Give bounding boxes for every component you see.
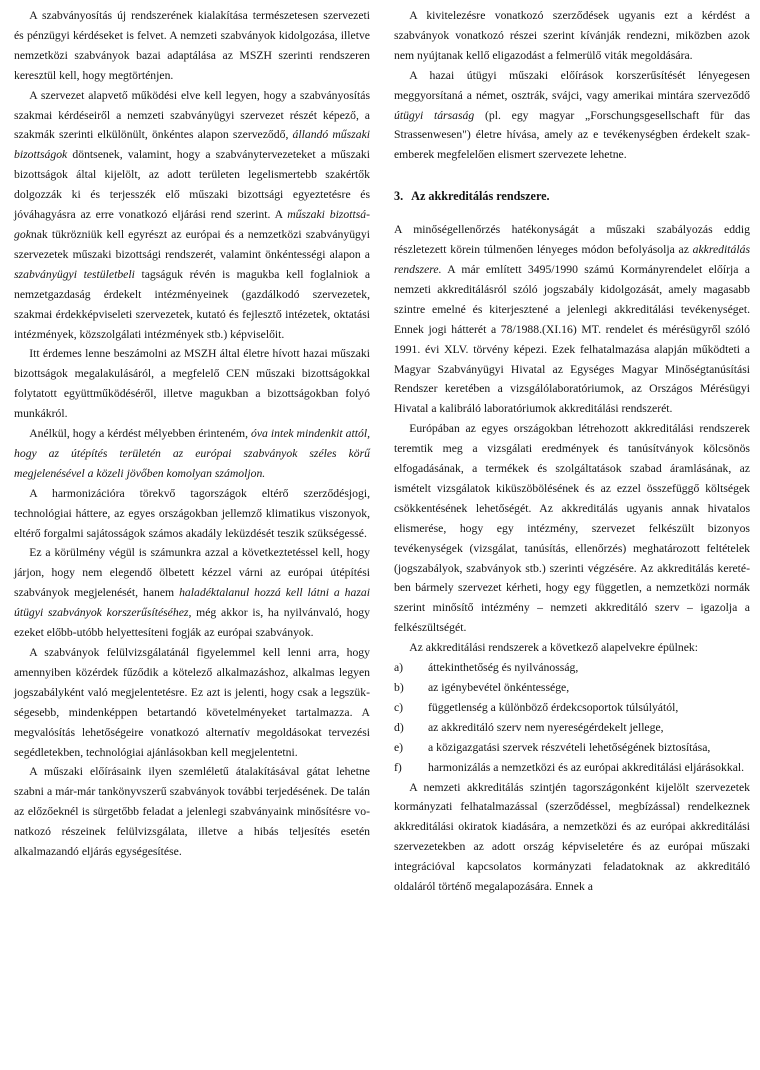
text-run: még akkor is, ha nyilvánvaló, hogy ezeket előbb-utóbb helyettesíteni fogják az európai szabványok. — [14, 606, 370, 640]
text-run: Anélkül, hogy a kérdést mélyebben érinteném, — [29, 427, 251, 441]
paragraph: Európában az egyes országokban létrehozott akkreditálási rendszerek teremtik meg a vizsgálati eredmények és tanúsítványok kölcsönös elfogadásának, a termékek és szolgáltatások szabad áramlásának, az ismételt vizsgálatok kiküszöbölésének és az ezzel összefüggő költségek csökkentésének lehetőségét. Az akkreditálás ugyanis annak hivatalos elismerése, hogy egy intézmény, szervezet felkészült bizonyos tevékenységek (vizsgálat, tanúsítás, ellenőrzés) meghatározott feltételek (jogszabályok, szabványok stb.) szerinti végzésére. Az akkreditálás keretében bármely szervezet kérheti, hogy egy független, a nemzetközi normák szerint minősítő intézmény – nemzeti akkreditáló szerv – igazolja a felkészültségét. — [394, 422, 750, 635]
paragraph: Az akkreditálási rendszerek a következő alapelvekre épülnek: — [409, 641, 699, 655]
list-text: az akkreditáló szerv nem nyereségérdekelt jellege, — [428, 720, 664, 734]
text-run: A már említett 3495/1990 számú Kormányrendelet előírja a nemzeti akkreditálásról szóló jogszabály kidolgozását, amely magasabb szintre emelné és kiterjesztené a jelenlegi akkreditálási tevékenységet. Ennek jogi hátterét a 78/1988.(XI.16) MT. rendelet és mérésügyről szóló 1991. évi XLV. törvény képezi. Ezek felhatalmazása alapján működteti a Magyar Szabványügyi Hivatal az Egységes Magyar Minőségtanúsítási Rendszer keretében a vizsgálólaboratóriumok, az Országos Mérésügyi Hivatal a kalibráló laboratóriumok akkreditálási rendszerét. — [394, 262, 750, 416]
list-item — [394, 718, 750, 738]
text-run: nak tükrözniük kell egyrészt az európai és a nemzetközi szabványügyi szervezetek műszaki bizottsági rendszerét, valamint önkéntességi alapon a — [14, 227, 370, 261]
text-run: A hazai útügyi műszaki előírások korszerűsítését lényegesen meggyorsítaná a német, osztrák, svájci, vagy amerikai mintára szerveződő — [394, 68, 750, 102]
left-column — [14, 6, 372, 1070]
text-run: A szervezet alapvető működési elve kell legyen, hogy a szabványosítás szakmai kérdéseiről a nemzeti szabványügyi szervezet részét képező, a szakmák szerinti elkülönült, önkéntes alapon szerveződő, — [14, 88, 370, 142]
text-run: (pl. egy magyar „Forschungsgesellschaft für das Strassenwesen") életre hívása, amely az e tevékenységben érdekelt szakemberek megfelelően elismert szervezete lehetne. — [394, 108, 750, 162]
italic-text: haladéktalanul hozzá kell látni a hazai útügyi szabványok korszerűsítéséhez, — [14, 586, 370, 620]
list-label: a) — [394, 661, 404, 675]
list-label: d) — [394, 720, 404, 734]
paragraph: A szabványosítás új rendszerének kialakítása természetesen szervezeti és pénzügyi kérdéseket is felvet. A nemzeti szabványok kidolgozása, illetve nemzetközi szabványok bazai adaptálása az MSZH szerinti rendszeren keresztül kell, hogy megtörténjen. — [14, 9, 370, 82]
italic-text: akkreditálás rendszere. — [394, 243, 750, 276]
italic-text: óva intek mindenkit attól, hogy az útépítés területén az európai szabványok széles körű megjelenésével a közeli jövőben komolyan számoljon. — [14, 427, 370, 480]
italic-text: műszaki bizottságok — [14, 208, 370, 241]
paragraph: A szabványok felülvizsgálatánál figyelemmel kell lenni arra, hogy amennyiben közérdek fűződik a kötelező alkalmazáshoz, alkalmas legyen jogszabályként való megjelentetésre. Ez azt is jelenti, hogy csak a legszükségesebb, mindenképpen betartandó követelményeket tartalmazza. A megvalósítás lehetőségeire vonatkozó alternatív megoldásokat tervezési segédletekben, technológiai ajánlásokban kell megjelentetni. — [14, 646, 370, 759]
paragraph: Itt érdemes lenne beszámolni az MSZH által életre hívott hazai műszaki bizottságok megalakulásáról, a megfelelő CEN műszaki bizottságokkal folytatott együttműködéséről, illetve magukban a bizottságokban folyó munkákról. — [14, 347, 370, 421]
paragraph: A műszaki előírásaink ilyen szemléletű átalakításával gátat lehetne szabni a már-már tankönyvszerű szabványok további terjedésének. De talán az előzőeknél is sürgetőbb feladat a jelenlegi szabványaink minősítésre vonatkozó részeinek felülvizsgálata, illetve a hibás teljesítés esetén alkalmazandó eljárás egységesítése. — [14, 765, 370, 859]
list-label: f) — [394, 760, 402, 774]
text-run: Ez a körülmény végül is számunkra azzal a következtetéssel kell, hogy járjon, hogy nem elegendő ölbetett kézzel várni az európai útépítési szabványok megjelenését, hanem — [14, 546, 370, 600]
section-heading — [394, 187, 750, 207]
section-number: 3. — [394, 189, 404, 204]
right-column — [392, 6, 750, 1070]
paragraph — [14, 86, 370, 345]
list-item — [394, 738, 750, 758]
paragraph — [14, 543, 370, 643]
list-item — [394, 658, 750, 678]
list-text: áttekinthetőség és nyilvánosság, — [428, 661, 579, 675]
paragraph — [394, 66, 750, 166]
list-item — [394, 698, 750, 718]
text-run: A minőségellenőrzés hatékonyságát a műszaki szabályozás eddig részletezett körein túlmenően lényeges módon befolyásolja az — [394, 223, 750, 257]
list-label: b) — [394, 681, 404, 694]
paragraph: A kivitelezésre vonatkozó szerződések ugyanis ezt a kérdést a szabványok vonatkozó részei szerint kívánják rendezni, miközben azok nem nyújtanak kellő eligazodást a felmerülő viták megoldására. — [394, 9, 750, 62]
paragraph — [394, 220, 750, 419]
principles-list — [394, 658, 750, 777]
paragraph — [14, 424, 370, 484]
list-item — [394, 758, 750, 778]
text-run: döntsenek, valamint, hogy a szabványtervezeteket a műszaki bizottságok által kijelölt, az adott területen legelismertebb szakértők dolgozzák ki és terjesszék elő műszaki bizottsági egyeztetésre és jóváhagyásra az erre vonatkozó eljárási rend szerint. A — [14, 148, 370, 222]
italic-text: állandó műszaki bizottságok — [14, 128, 371, 162]
section-title: Az akkreditálás rendszere. — [411, 189, 550, 204]
italic-text: szabványügyi testületbeli — [14, 267, 135, 281]
list-text: az igénybevétel önkéntessége, — [428, 681, 570, 694]
paragraph: A harmonizációra törekvő tagországok eltérő szerződésjogi, technológiai háttere, az egyes országokban jellemző klimatikus viszonyok, eltérő forgalmi sajátosságok számos akadály leküzdését teszik szükségessé. — [14, 486, 370, 540]
paragraph: A nemzeti akkreditálás szintjén tagországonként kijelölt szervezetek kormányzati felhatalmazással (szerződéssel, megbízással) rendelkeznek akkreditálási okiratok kiadására, a nemzetközi és az európai akkreditálási szervezetekben az adott ország képviseletére és az európai műszaki integrációval kapcsolatos kormányzati feladatoknak az akkreditáló oldaláról történő megalapozására. Ennek a — [394, 780, 750, 894]
list-text: a közigazgatási szervek részvételi lehetőségének biztosítása, — [428, 740, 711, 754]
list-text: függetlenség a különböző érdekcsoportok túlsúlyától, — [428, 700, 679, 714]
list-label: e) — [394, 740, 404, 754]
italic-text: útügyi társaság — [394, 108, 475, 122]
list-item — [394, 678, 750, 698]
list-label: c) — [394, 700, 404, 714]
text-run: tagságuk révén is magukba kell foglalniok a nemzetgazdaság érdekelt intézményeinek (gazdálkodó szervezetek, szakmai érdekképviseleti szervezetek, kutató és fejlesztő intézetek, oktatási intézmények, közszolgálati intézmények stb.) képviselőit. — [14, 267, 371, 341]
list-text: harmonizálás a nemzetközi és az európai akkreditálási eljárásokkal. — [428, 760, 745, 774]
